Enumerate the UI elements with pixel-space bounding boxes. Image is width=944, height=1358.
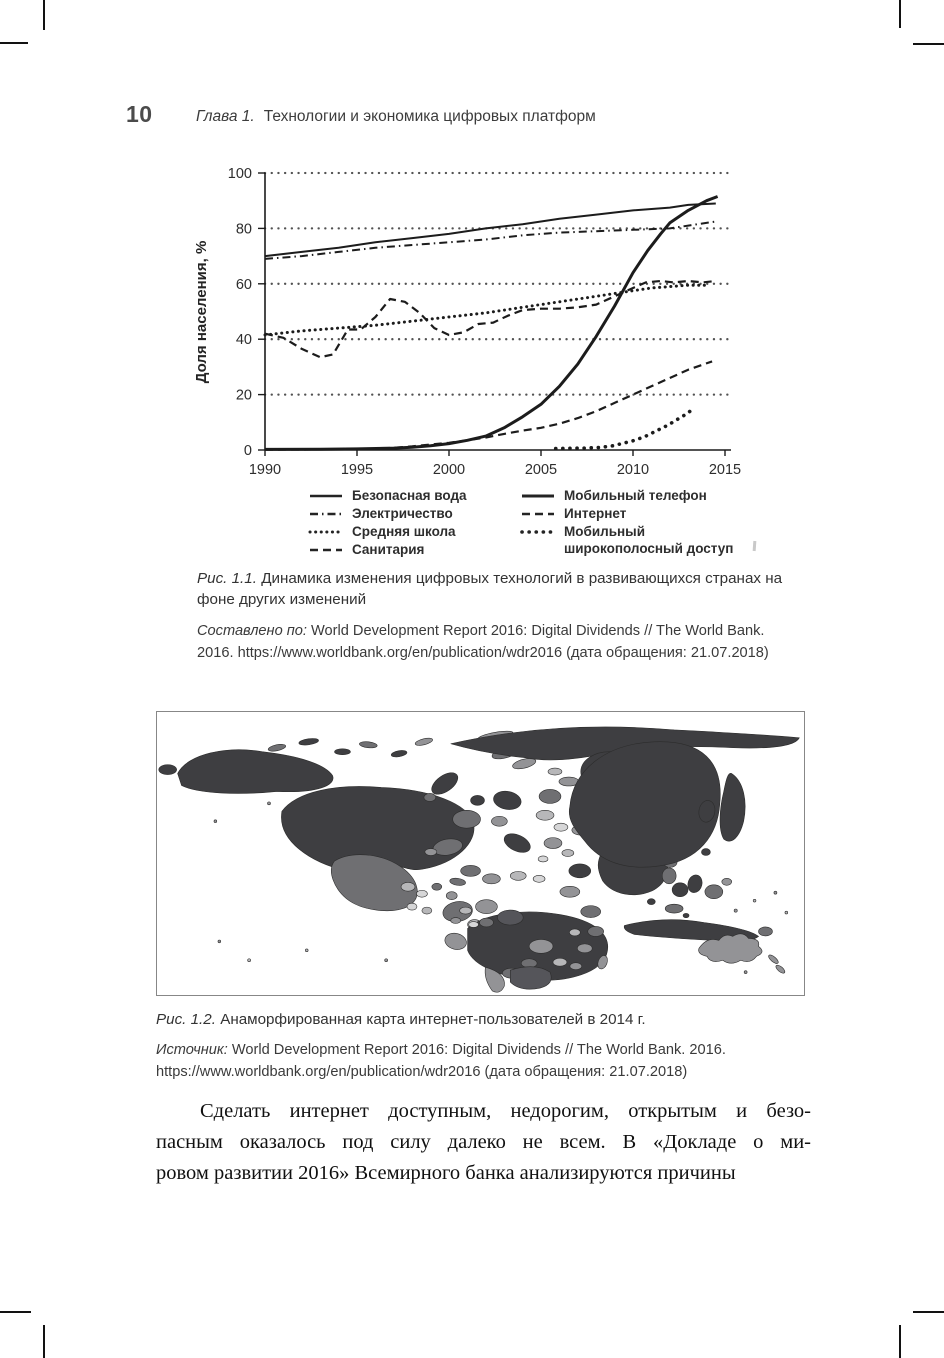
figure1-source [197, 621, 797, 665]
body-line: ровом развитии 2016» Всемирного банка анализируются причины [156, 1162, 736, 1185]
map-region [529, 939, 553, 953]
map-region [510, 967, 551, 990]
legend-label-internet: Интернет [564, 506, 627, 521]
running-head [196, 108, 596, 126]
map-region [569, 929, 580, 936]
figure1-caption [197, 569, 797, 611]
map-region [443, 931, 468, 952]
map-region [305, 949, 308, 952]
x-tick-label: 2015 [708, 462, 742, 478]
map-region [775, 964, 787, 975]
map-region [581, 906, 601, 918]
legend-item-water [308, 487, 520, 504]
map-region [785, 911, 788, 914]
map-region [510, 871, 526, 880]
figure1-caption-text: Динамика изменения цифровых технологий в развивающихся странах на фоне других изменений [197, 570, 783, 608]
legend-item-school [308, 523, 520, 540]
map-region [461, 865, 481, 876]
map-region [407, 903, 417, 910]
figure2-caption [156, 1010, 816, 1031]
map-region [759, 927, 773, 936]
crop-mark-bottom-right-h [913, 1311, 944, 1313]
crop-mark-top-left-h [0, 42, 28, 44]
legend-swatch-school [308, 527, 344, 537]
legend-column-2 [520, 487, 750, 559]
map-region [734, 909, 737, 912]
chapter-label: Глава 1. [196, 108, 255, 125]
map-region [446, 892, 457, 900]
map-region [672, 883, 688, 897]
map-region [553, 958, 567, 966]
map-region [422, 907, 432, 914]
y-tick-label: 20 [235, 387, 252, 404]
map-region [335, 749, 351, 755]
legend-label-school: Средняя школа [352, 524, 456, 539]
map-region [554, 823, 568, 831]
legend-swatch-water [308, 491, 344, 501]
legend-item-electricity [308, 505, 520, 522]
map-region [562, 850, 574, 857]
crop-mark-top-right-v [899, 0, 901, 28]
map-region [476, 900, 498, 914]
map-region [391, 749, 408, 758]
map-region [460, 907, 472, 914]
x-tick-label: 2000 [432, 462, 466, 478]
map-region [491, 816, 507, 826]
body-line: пасным оказалось под силу далеко не всем. В «Докладе о ми- [156, 1131, 811, 1154]
figure2-source-label: Источник: [156, 1042, 228, 1058]
map-region [744, 971, 747, 974]
map-region [214, 820, 217, 823]
map-region [647, 899, 655, 905]
map-region [268, 802, 271, 805]
map-region [359, 741, 377, 749]
y-axis-title: Доля населения, % [193, 240, 210, 384]
map-region [701, 849, 710, 856]
y-tick-label: 100 [227, 166, 252, 182]
map-region [159, 765, 177, 775]
map-region [469, 922, 479, 928]
map-region [449, 877, 466, 886]
legend-swatch-mobile [520, 491, 556, 501]
map-region [665, 904, 683, 913]
map-region [268, 743, 287, 753]
legend-label-mobile: Мобильный телефон [564, 488, 707, 503]
map-region [471, 795, 485, 805]
figure1-chart [180, 160, 745, 490]
x-tick-label: 1995 [340, 462, 374, 478]
map-region [533, 875, 545, 882]
legend-column-1 [308, 487, 520, 559]
figure2-map-frame [156, 711, 805, 996]
figure2-caption-text: Анаморфированная карта интернет-пользователей в 2014 г. [220, 1011, 646, 1028]
map-region [722, 878, 732, 885]
map-region [536, 810, 554, 820]
map-region [544, 838, 562, 849]
body-paragraph [156, 1096, 811, 1189]
cartogram-map [157, 712, 804, 995]
crop-mark-bottom-left-v [43, 1325, 45, 1358]
chart-series-sanitation [265, 281, 716, 357]
map-region [482, 874, 500, 884]
map-region [588, 926, 604, 936]
legend-item-broadband [520, 523, 750, 557]
x-tick-label: 2005 [524, 462, 558, 478]
legend-item-mobile [520, 487, 750, 504]
line-chart-canvas [180, 160, 745, 490]
map-region [577, 944, 592, 953]
map-region [767, 954, 779, 965]
chart-legend [180, 487, 760, 559]
x-tick-label: 1990 [248, 462, 282, 478]
map-region [753, 899, 756, 902]
map-region [560, 886, 580, 897]
map-region [453, 810, 481, 828]
figure1-label: Рис. 1.1. [197, 570, 257, 587]
figure1-source-label: Составлено по: [197, 623, 307, 639]
crop-mark-top-right-h [913, 43, 944, 45]
map-region [385, 959, 388, 962]
map-region [415, 737, 434, 747]
map-region [480, 918, 494, 927]
map-region [774, 891, 777, 894]
map-region [416, 890, 427, 897]
map-region [662, 868, 676, 884]
map-region [178, 750, 333, 794]
map-region [570, 963, 582, 970]
map-region [248, 959, 251, 962]
figure2-label: Рис. 1.2. [156, 1011, 216, 1028]
y-tick-label: 60 [235, 276, 252, 293]
chart-series-broadband [556, 410, 692, 449]
map-region [425, 849, 437, 856]
map-region [548, 768, 562, 775]
y-tick-label: 40 [235, 332, 252, 349]
y-tick-label: 80 [235, 221, 252, 238]
legend-swatch-electricity [308, 509, 344, 519]
page-number: 10 [126, 101, 153, 127]
map-region [521, 959, 537, 968]
map-region [705, 885, 723, 899]
chart-series-school [265, 285, 707, 335]
body-line: Сделать интернет доступным, недорогим, открытым и безо- [200, 1100, 811, 1122]
legend-label-water: Безопасная вода [352, 488, 467, 503]
map-region [424, 793, 436, 801]
map-region [501, 830, 533, 856]
legend-label-sanitation: Санитария [352, 542, 425, 557]
legend-swatch-broadband [520, 527, 556, 537]
map-region [720, 773, 745, 841]
map-region [569, 864, 591, 878]
chapter-title: Технологии и экономика цифровых платформ [263, 108, 596, 125]
map-region [451, 918, 461, 924]
map-region [538, 856, 548, 862]
figure2-source-text: World Development Report 2016: Digital Dividends // The World Bank. 2016. https://www.worldbank.org/en/publication/wdr2016 (дата обращения: 21.07.2018) [156, 1042, 726, 1080]
map-region [298, 737, 318, 746]
map-region [683, 913, 689, 917]
map-region [497, 910, 523, 925]
crop-mark-top-left-v [43, 0, 45, 30]
legend-item-internet [520, 505, 750, 522]
legend-swatch-internet [520, 509, 556, 519]
legend-swatch-sanitation [308, 545, 344, 555]
map-region [686, 873, 704, 894]
legend-label-electricity: Электричество [352, 506, 453, 521]
legend-item-sanitation [308, 541, 520, 558]
map-region [218, 940, 221, 943]
map-region [492, 789, 522, 811]
legend-label-broadband: Мобильный широкополосный доступ [564, 524, 734, 556]
y-tick-label: 0 [243, 443, 252, 459]
crop-mark-bottom-right-v [899, 1325, 901, 1358]
crop-mark-bottom-left-h [0, 1311, 31, 1313]
figure2-source [156, 1040, 812, 1084]
x-tick-label: 2010 [616, 462, 650, 478]
figure1-source-text: World Development Report 2016: Digital Dividends // The World Bank. 2016. https://www.worldbank.org/en/publication/wdr2016 (дата обращения: 21.07.2018) [197, 623, 769, 661]
map-region [401, 882, 415, 891]
map-region [432, 883, 442, 890]
map-region [539, 789, 561, 803]
